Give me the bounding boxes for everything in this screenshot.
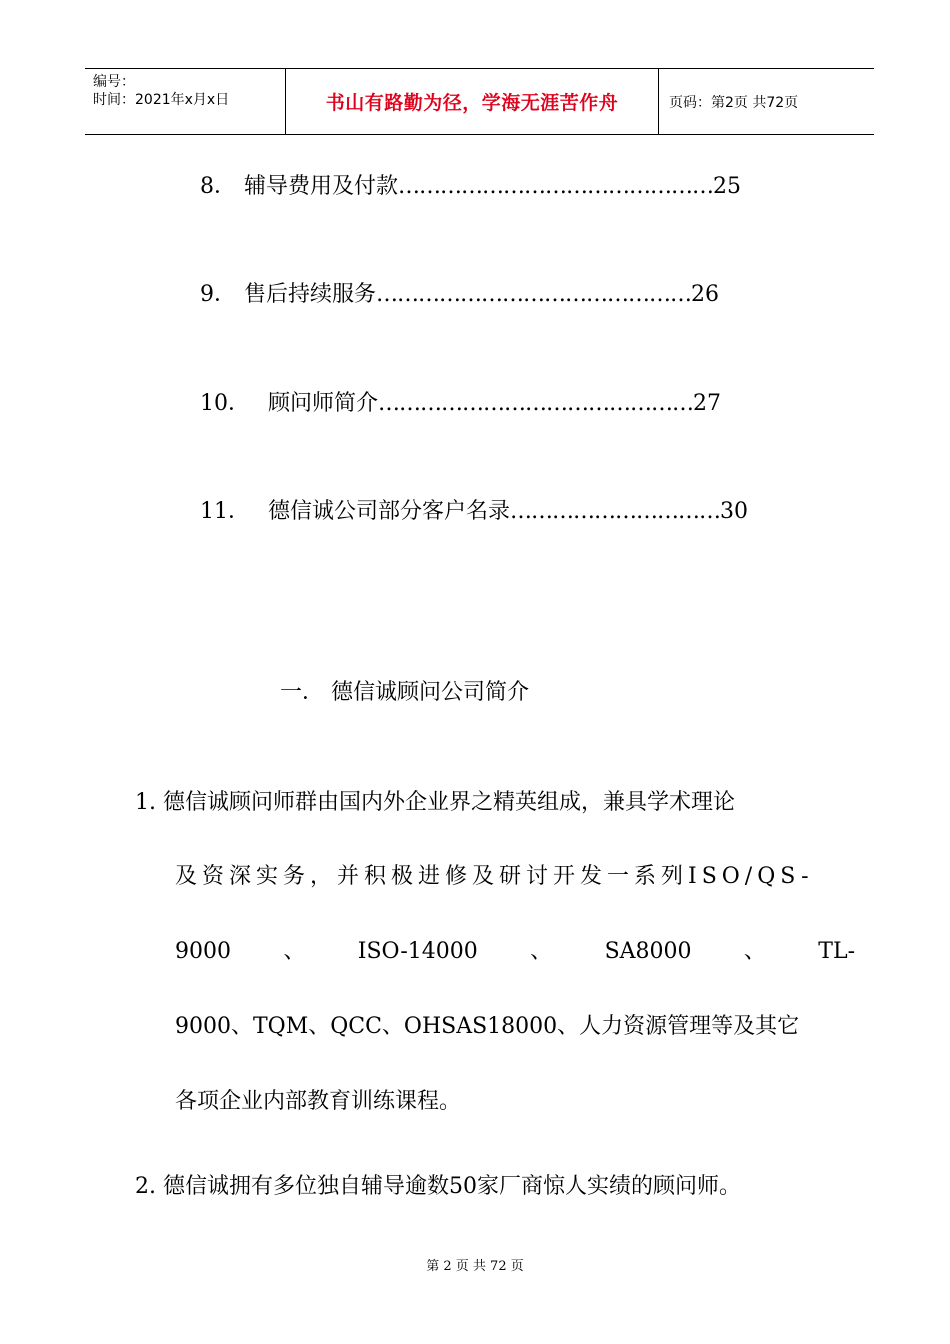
toc-entry-page: 27: [693, 391, 722, 416]
toc-entry-leader: …………………………: [510, 499, 721, 524]
paragraph-line: 及资深实务，并积极进修及研讨开发一系列ISO/QS-: [175, 864, 814, 889]
toc-entry-title: 售后持续服务: [244, 282, 377, 307]
page-footer: 第 2 页 共 72 页: [426, 1259, 524, 1274]
paragraph-line-justified: [175, 937, 855, 967]
header-page-info: 页码：第2页 共72页: [669, 94, 799, 111]
toc-entry: [200, 497, 748, 527]
toc-entry-number: 8．: [200, 174, 236, 199]
section-title: 一． 德信诚顾问公司简介: [280, 680, 529, 705]
toc-entry: [200, 172, 741, 202]
toc-entry-number: 10．: [200, 391, 250, 416]
toc-entry-leader: ………………………………………: [378, 391, 694, 416]
toc-entry-number: 9．: [200, 282, 236, 307]
toc-entry-title: 辅导费用及付款: [244, 174, 399, 199]
header-motto: 书山有路勤为径，学海无涯苦作舟: [325, 92, 619, 114]
toc-entry-title: 顾问师简介: [268, 391, 379, 416]
page-header: [85, 68, 874, 135]
paragraph-line: 各项企业内部教育训练课程。: [175, 1089, 462, 1114]
paragraph-fragment: TL-: [818, 939, 855, 964]
toc-entry-leader: ………………………………………: [398, 174, 714, 199]
toc-entry-page: 30: [720, 499, 749, 524]
header-motto-cell: [285, 69, 659, 134]
paragraph-fragment: 、: [530, 939, 553, 964]
document-number-label: 编号：: [93, 74, 135, 90]
toc-entry-page: 26: [691, 282, 720, 307]
toc-entry-page: 25: [713, 174, 742, 199]
paragraph-line: 9000、TQM、QCC、OHSAS18000、人力资源管理等及其它: [175, 1014, 800, 1039]
paragraph-fragment: ISO-14000: [357, 939, 478, 964]
toc-entry-leader: ………………………………………: [376, 282, 692, 307]
document-time-label: 时间：2021年x月x日: [93, 92, 230, 108]
header-page-cell: [659, 69, 874, 134]
toc-entry-number: 11．: [200, 499, 250, 524]
toc-entry: [200, 389, 721, 419]
paragraph-fragment: 9000: [175, 939, 231, 964]
header-meta-cell: [85, 69, 285, 134]
paragraph-fragment: SA8000: [604, 939, 692, 964]
paragraph-fragment: 、: [743, 939, 766, 964]
toc-entry-title: 德信诚公司部分客户名录: [268, 499, 511, 524]
paragraph-line: 1. 德信诚顾问师群由国内外企业界之精英组成，兼具学术理论: [135, 790, 735, 815]
toc-entry: [200, 280, 719, 310]
paragraph-fragment: 、: [283, 939, 306, 964]
paragraph-line: 2. 德信诚拥有多位独自辅导逾数50家厂商惊人实绩的顾问师。: [135, 1174, 741, 1199]
